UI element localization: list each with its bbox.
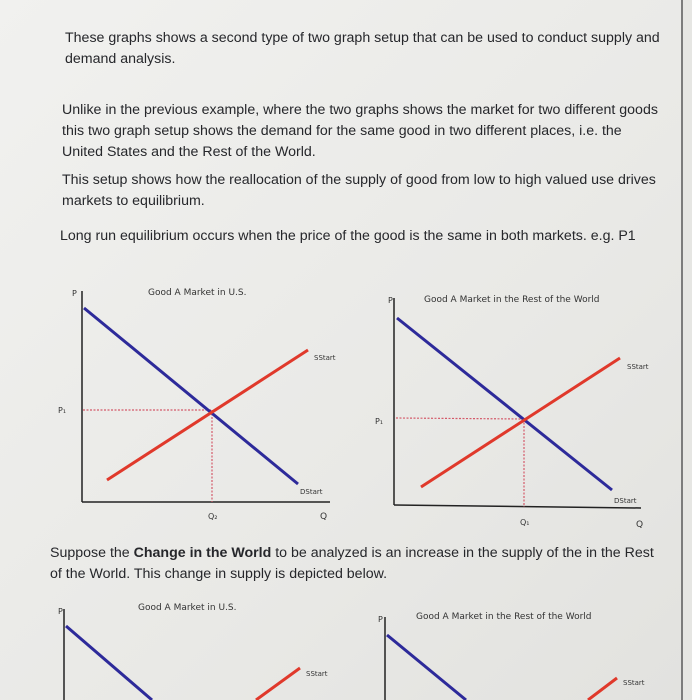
row-market-graph-changed <box>378 612 645 700</box>
us2-supply-label: SStart <box>306 670 328 678</box>
us-q-axis-label: Q <box>320 512 328 522</box>
us-market-graph <box>58 288 336 522</box>
us-supply-label: SStart <box>314 354 336 362</box>
row2-supply-label: SStart <box>623 679 645 687</box>
row2-supply-curve <box>588 678 617 700</box>
change-text: Suppose the <box>50 545 134 561</box>
row2-p-axis-label: P <box>378 615 383 624</box>
us2-p-axis-label: P <box>58 607 63 616</box>
us2-supply-curve <box>256 668 300 700</box>
us-demand-label: DStart <box>300 488 323 496</box>
us-qty-label: Q₂ <box>208 512 218 521</box>
us-p-axis-label: P <box>72 289 77 298</box>
us-graph-title: Good A Market in U.S. <box>148 288 247 298</box>
row-supply-curve <box>421 358 620 487</box>
row-demand-label: DStart <box>614 497 637 505</box>
row-x-axis <box>394 505 641 508</box>
equilibrium-paragraph: Long run equilibrium occurs when the price of the good is the same in both markets. e.g. P1 <box>60 228 636 244</box>
row-p-axis-label: P <box>388 296 393 305</box>
row-price-label: P₁ <box>375 417 384 426</box>
row-market-graph <box>375 295 649 530</box>
change-bold: Change in the World <box>133 545 272 561</box>
intro-paragraph: These graphs shows a second type of two graph setup that can be used to conduct supply and demand analysis. <box>65 30 660 67</box>
us-demand-curve <box>84 308 298 484</box>
comparison-paragraph: Unlike in the previous example, where the two graphs shows the market for two different goods this two graph setup shows the demand for the same good in two different places, i.e. the United States and the Rest of the World. <box>62 102 658 160</box>
row-qty-label: Q₁ <box>520 518 530 527</box>
row-graph-title: Good A Market in the Rest of the World <box>424 295 600 305</box>
us2-demand-curve <box>66 626 152 700</box>
row2-demand-curve <box>387 635 466 700</box>
us2-graph-title: Good A Market in U.S. <box>138 603 237 613</box>
row2-graph-title: Good A Market in the Rest of the World <box>416 612 592 622</box>
row-q-axis-label: Q <box>636 520 644 530</box>
reallocation-paragraph: This setup shows how the reallocation of the supply of good from low to high valued use drives markets to equilibrium. <box>62 172 656 209</box>
row-supply-label: SStart <box>627 363 649 371</box>
us-supply-curve <box>107 350 308 480</box>
row-demand-curve <box>397 318 612 490</box>
us-price-label: P₁ <box>58 406 67 415</box>
row-price-guide <box>396 418 523 419</box>
change-text-rest: to be analyzed is an increase in the supply of the in the Rest of the World. This change in supply is depicted below. <box>50 545 654 582</box>
us-market-graph-changed <box>58 603 328 700</box>
